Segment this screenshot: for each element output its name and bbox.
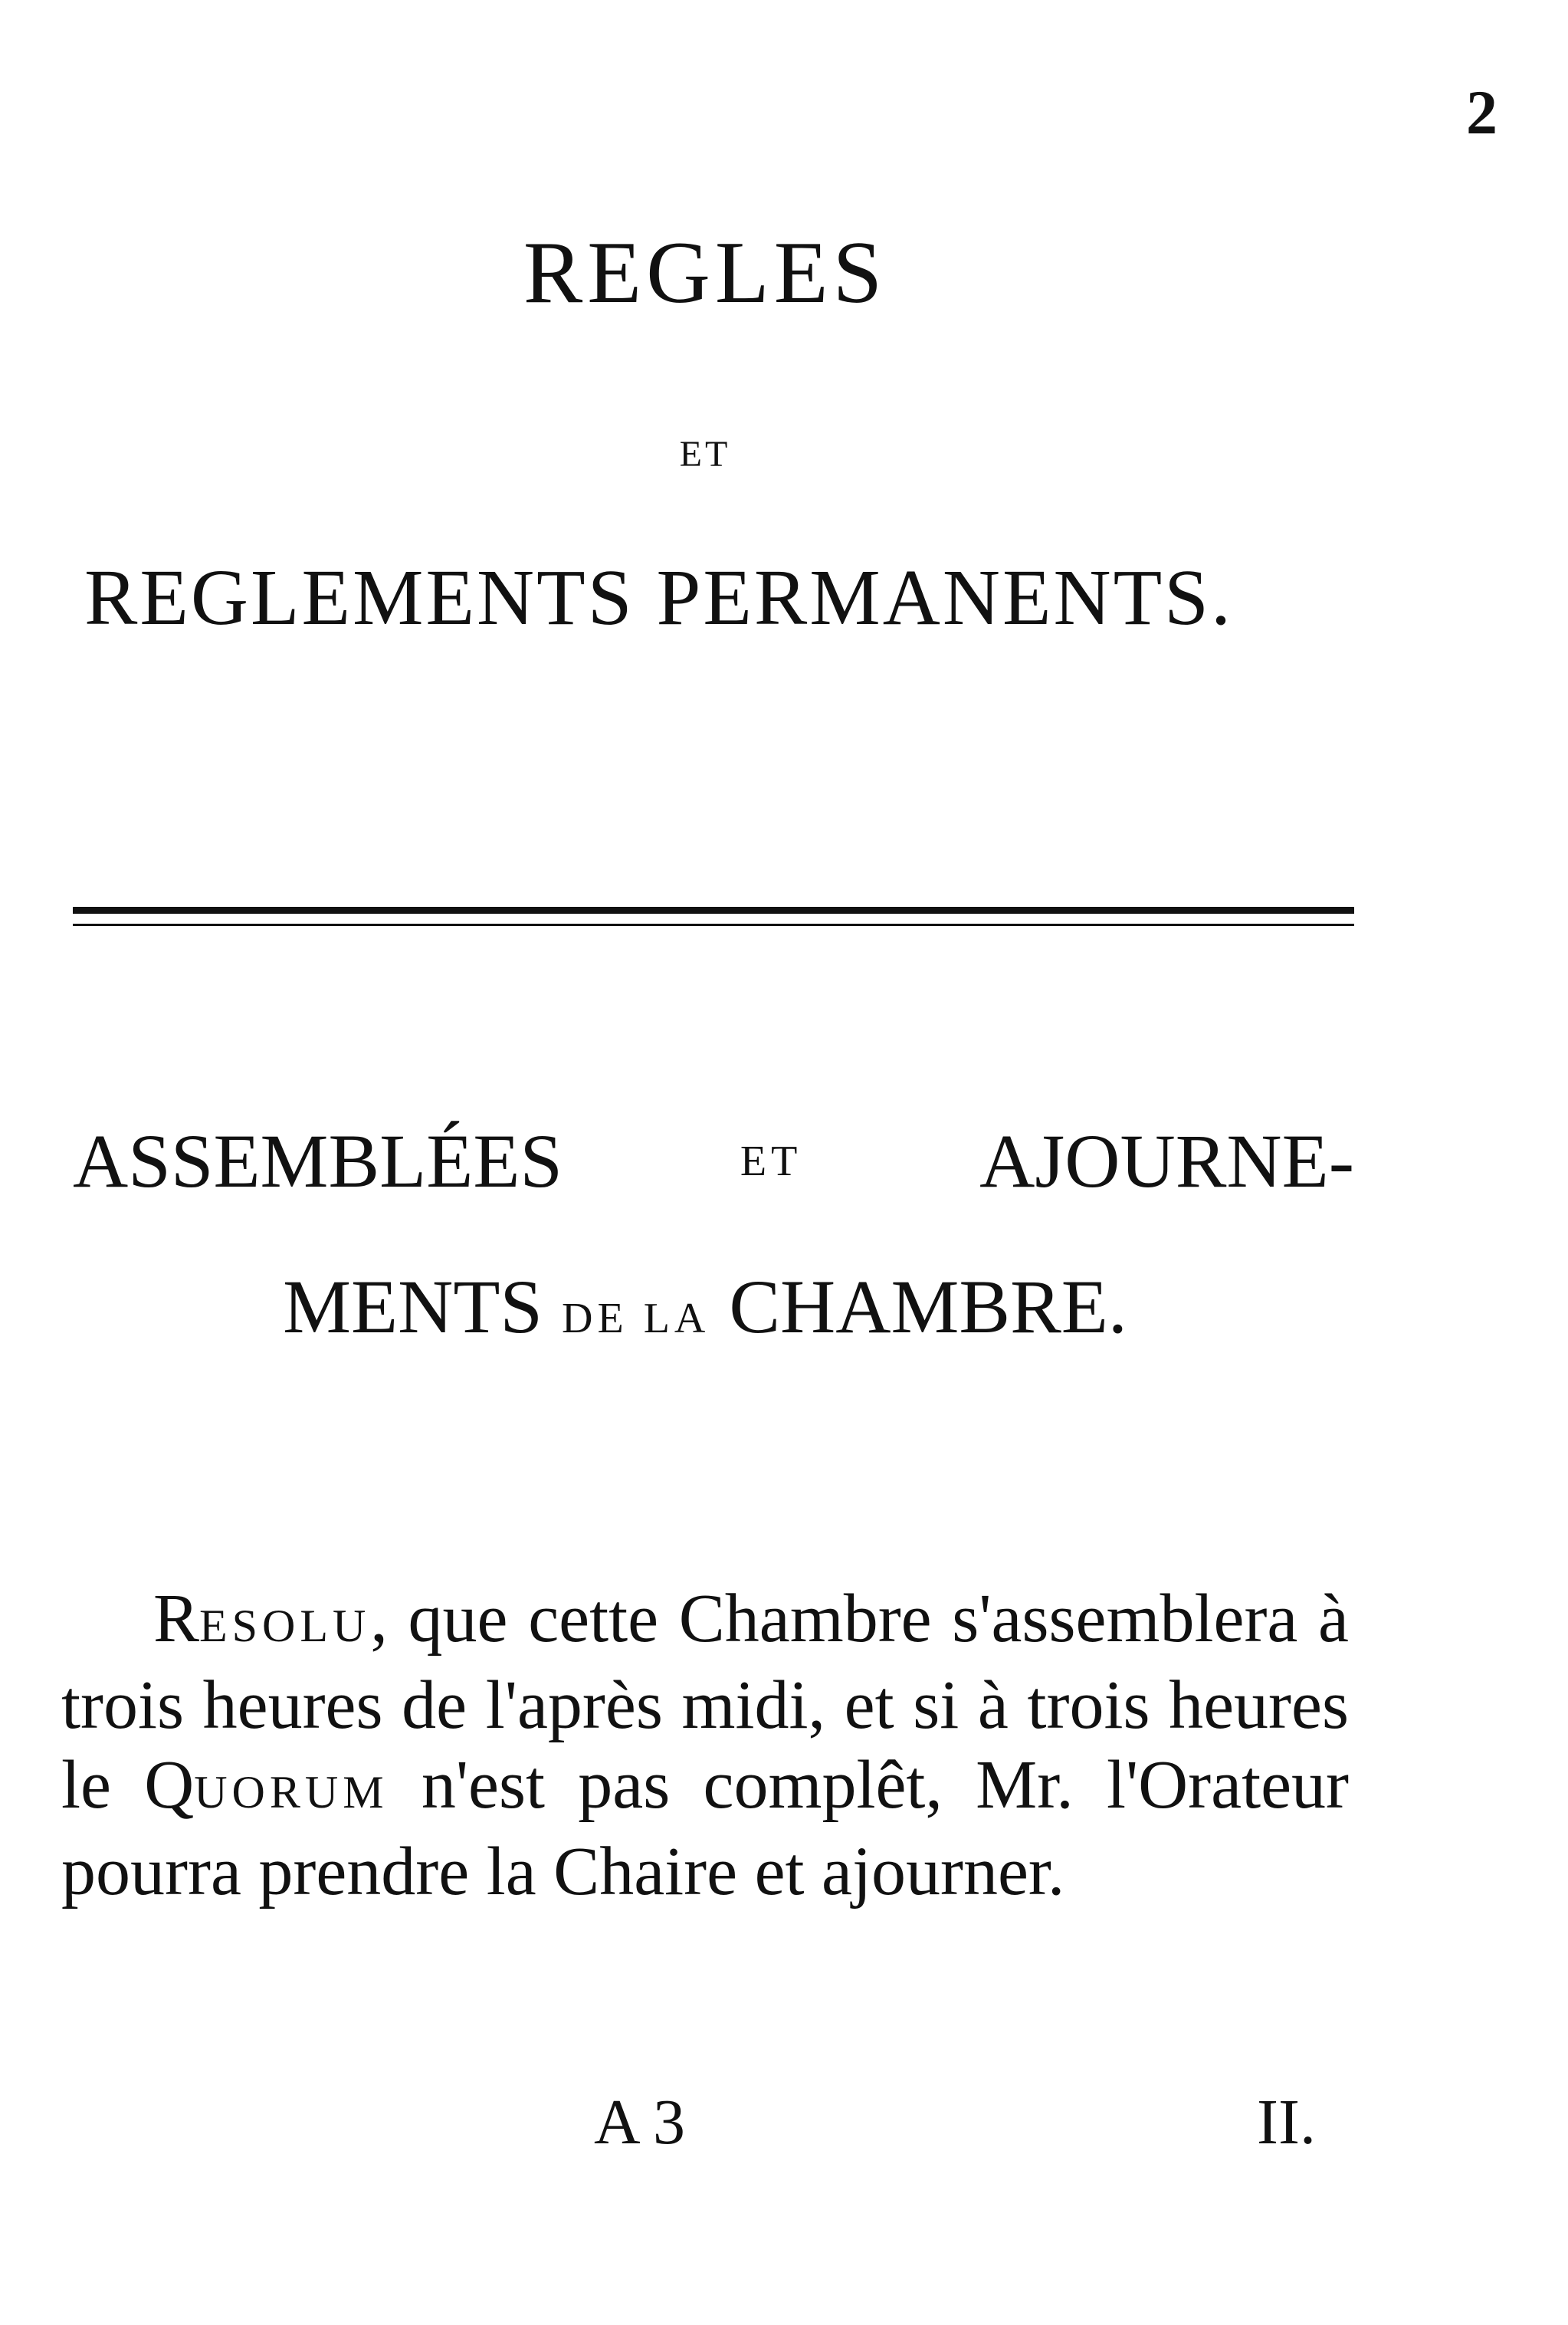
page-subtitle: REGLEMENTS PERMANENTS. — [84, 553, 1233, 642]
section-heading-word: AJOURNE- — [979, 1118, 1354, 1204]
divider-thick — [73, 907, 1354, 914]
body-paragraph — [61, 1579, 1349, 1912]
section-heading-line-1 — [73, 1112, 1354, 1211]
section-heading-word: DE LA — [562, 1295, 710, 1342]
section-heading-word: CHAMBRE. — [729, 1264, 1127, 1349]
signature-mark: A 3 — [594, 2087, 686, 2158]
section-heading-word: ASSEMBLÉES — [73, 1118, 563, 1204]
title-conjunction: ET — [679, 434, 731, 475]
lead-initial: R — [153, 1581, 200, 1657]
section-heading-line-2 — [0, 1257, 1410, 1357]
body-text: n'est pas complêt, Mr. l'Orateur pourra prendre la Chaire et ajourner. — [61, 1747, 1350, 1910]
catchword: II. — [1257, 2087, 1316, 2158]
lead-word: ESOLU — [199, 1601, 371, 1651]
quorum-initial: Q — [144, 1747, 195, 1823]
divider-thin — [73, 924, 1354, 926]
body-text: , que cette Chambre s'assemblera à trois heures de l'après midi, et si à trois heures le — [61, 1581, 1349, 1823]
section-heading-word: MENTS — [283, 1264, 543, 1349]
quorum-word: UORUM — [194, 1767, 389, 1818]
page-number: 2 — [1466, 77, 1497, 147]
page-title: REGLES — [523, 224, 887, 322]
section-heading-word: ET — [740, 1137, 802, 1185]
